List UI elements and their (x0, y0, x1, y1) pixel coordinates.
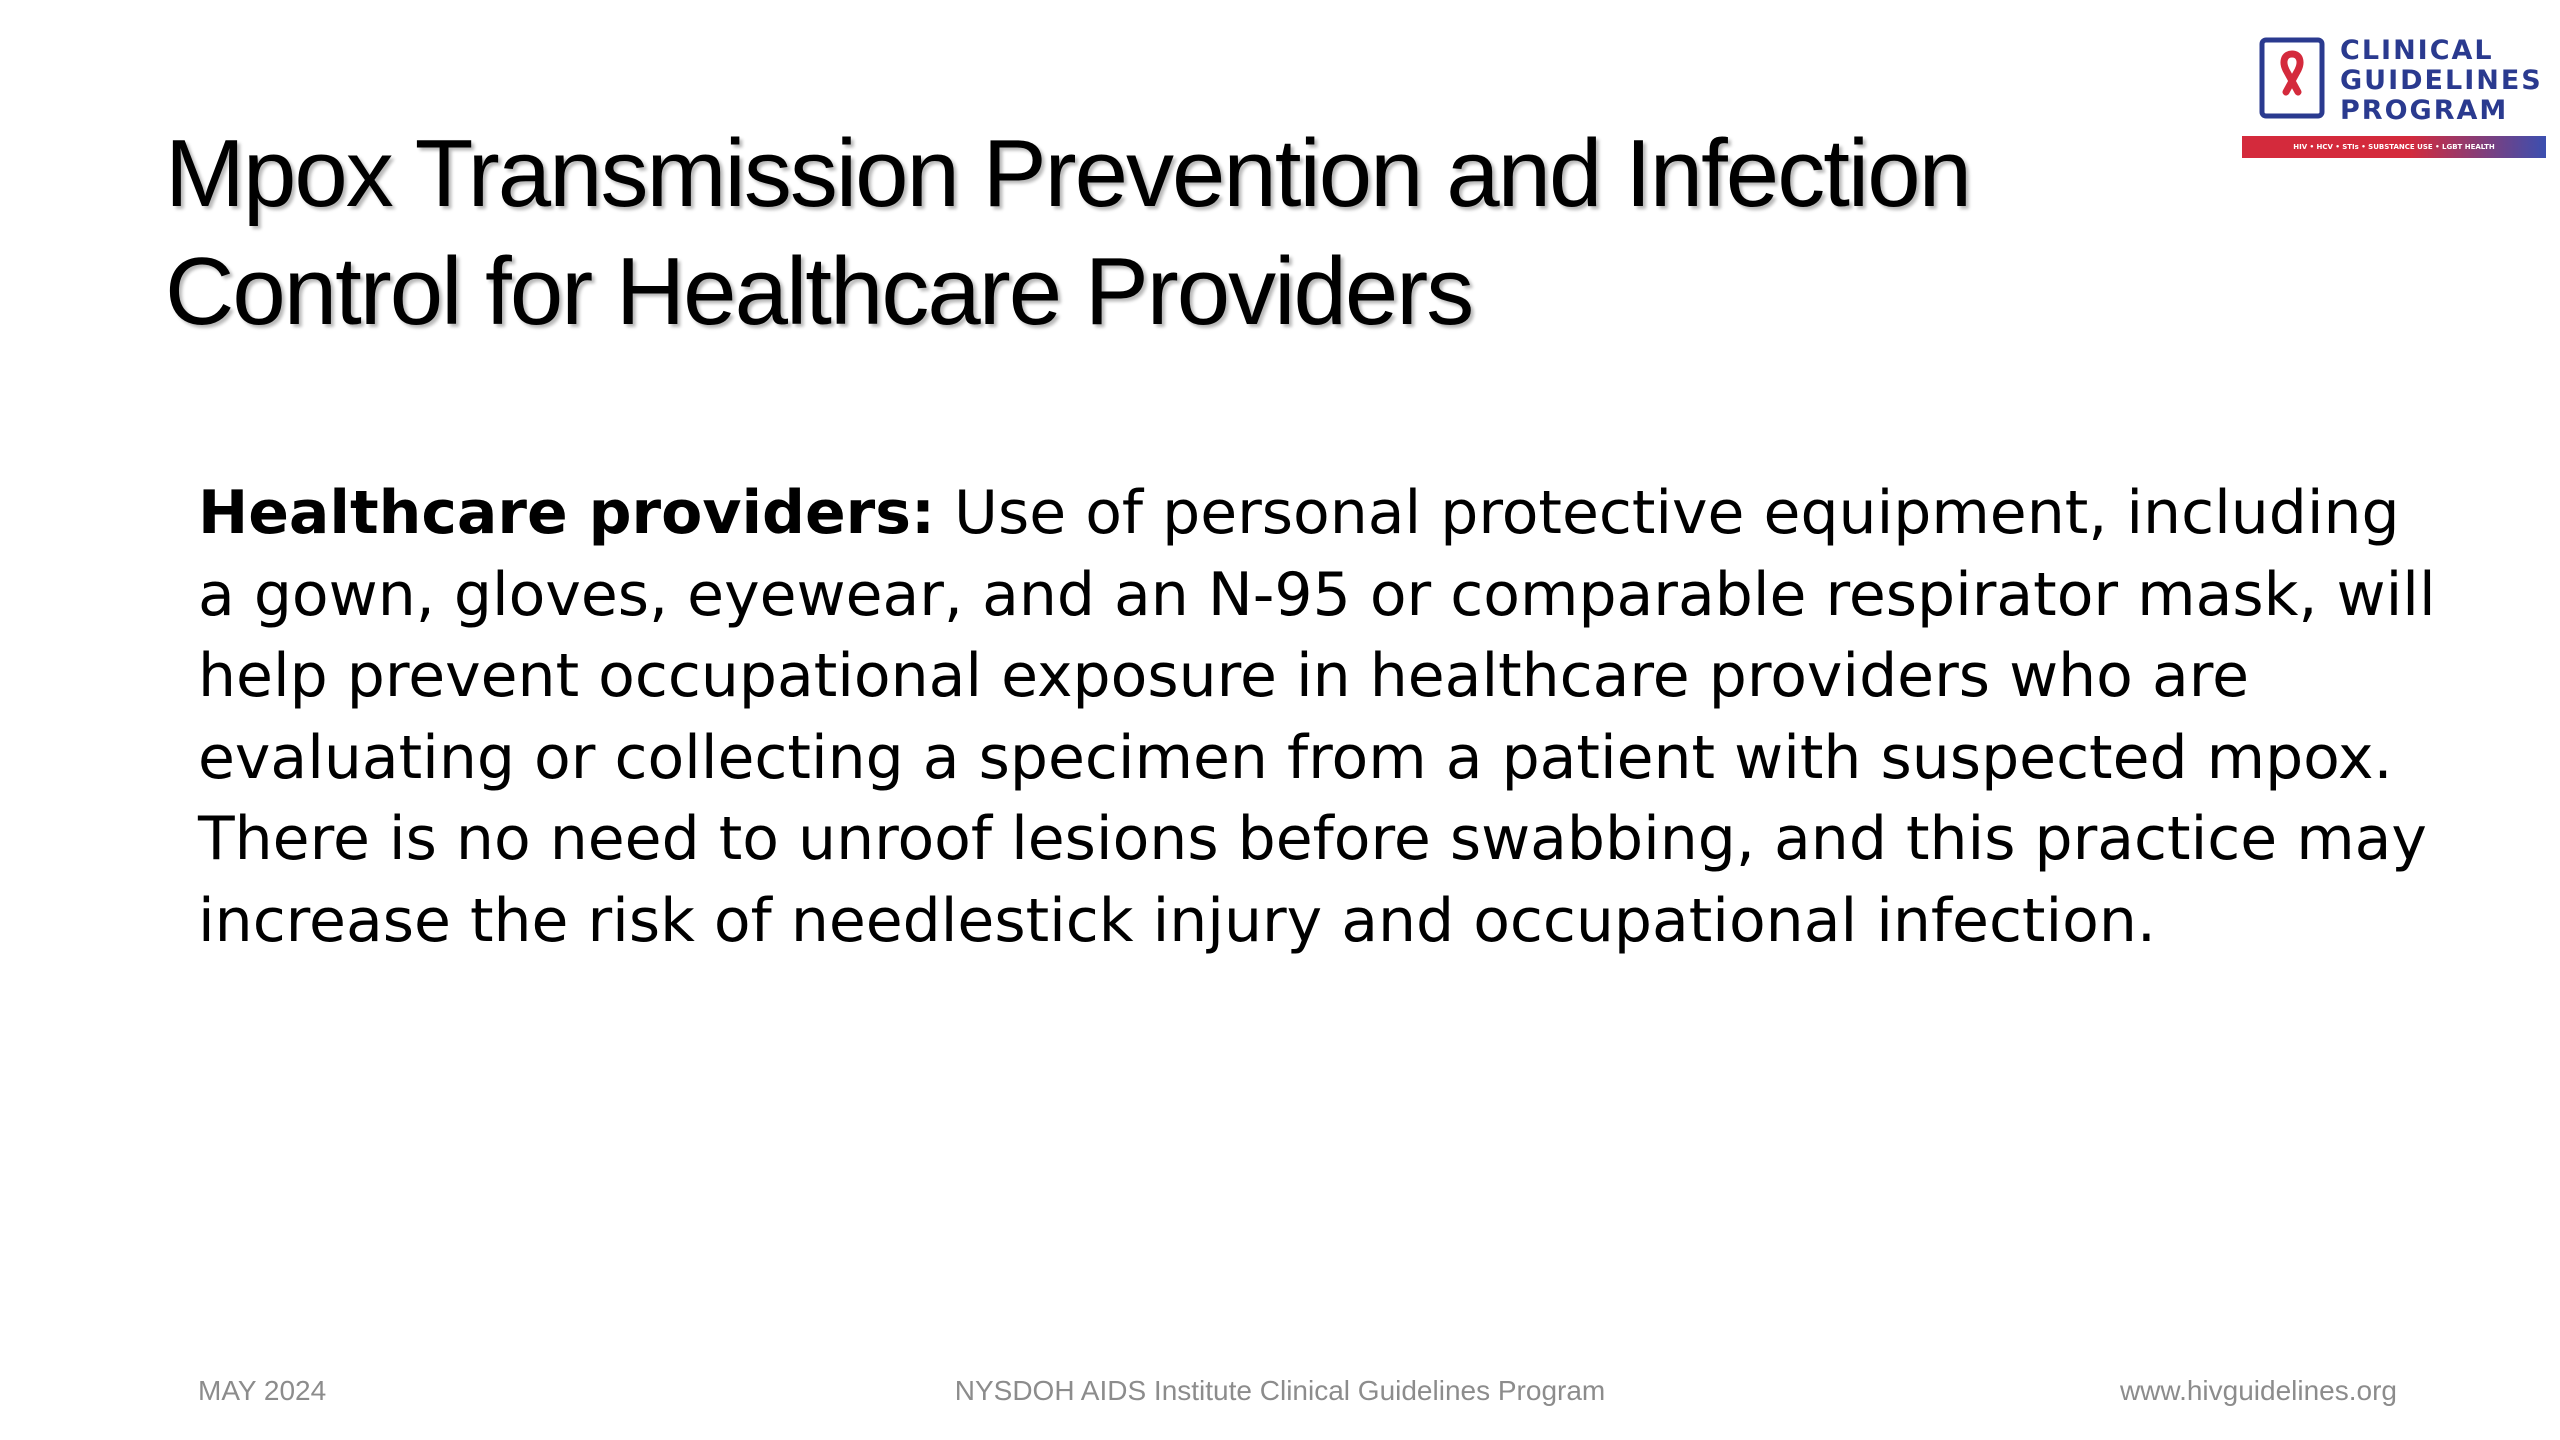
logo-wordmark (2340, 36, 2543, 126)
logo-tagline-bar: HIV • HCV • STIs • SUBSTANCE USE • LGBT HEALTH (2242, 136, 2546, 158)
red-ribbon-icon (2258, 36, 2330, 122)
slide-title (165, 115, 2165, 351)
logo-line-1: CLINICAL (2340, 35, 2494, 66)
body-text: Use of personal protective equipment, including a gown, gloves, eyewear, and an N-95 or comparable respirator mask, will help prevent occupational exposure in healthcare providers who are evaluating or collecting a specimen from a patient with suspected mpox. There is no need to unroof lesions before swabbing, and this practice may increase the risk of needlestick injury and occupational infection. (198, 478, 2436, 956)
footer-program: NYSDOH AIDS Institute Clinical Guidelines Program (954, 1375, 1606, 1406)
slide-body-paragraph (198, 473, 2438, 962)
slide-title-line-2: Control for Healthcare Providers (165, 238, 1473, 345)
footer-website: www.hivguidelines.org (2119, 1375, 2397, 1406)
logo-line-2: GUIDELINES (2340, 65, 2543, 96)
logo-line-3: PROGRAM (2340, 95, 2509, 126)
slide-title-line-1: Mpox Transmission Prevention and Infection (165, 120, 1970, 227)
clinical-guidelines-program-logo (2240, 36, 2546, 160)
body-lead-label: Healthcare providers: (198, 478, 935, 548)
footer-date: MAY 2024 (198, 1375, 327, 1406)
